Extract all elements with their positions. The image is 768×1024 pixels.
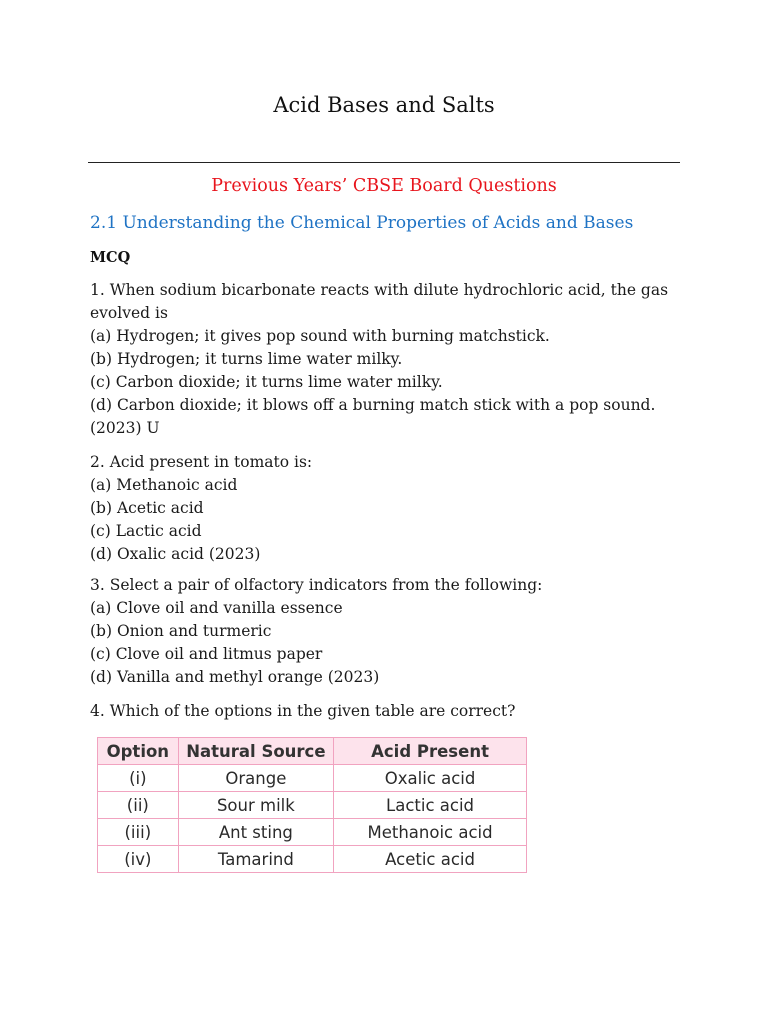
question-year: (2023) U <box>90 419 160 437</box>
table-cell: Ant sting <box>178 819 333 846</box>
option-line: (c) Clove oil and litmus paper <box>90 645 323 663</box>
option-line: (a) Hydrogen; it gives pop sound with burning matchstick. <box>90 327 550 345</box>
question-line: 3. Select a pair of olfactory indicators from the following: <box>90 576 543 594</box>
question-3 <box>90 574 690 689</box>
option-line: (d) Oxalic acid (2023) <box>90 545 261 563</box>
question-line: 1. When sodium bicarbonate reacts with dilute hydrochloric acid, the gas <box>90 281 669 299</box>
table-row <box>98 792 527 819</box>
question-line: 4. Which of the options in the given table are correct? <box>90 702 516 720</box>
table-cell: (iv) <box>98 846 179 873</box>
table-cell: (i) <box>98 765 179 792</box>
table-cell: Tamarind <box>178 846 333 873</box>
option-line: (c) Carbon dioxide; it turns lime water milky. <box>90 373 443 391</box>
option-line: (b) Acetic acid <box>90 499 204 517</box>
option-line: (d) Carbon dioxide; it blows off a burning match stick with a pop sound. <box>90 396 656 414</box>
table-cell: Sour milk <box>178 792 333 819</box>
question-1 <box>90 279 690 440</box>
option-line: (c) Lactic acid <box>90 522 202 540</box>
question-4 <box>90 700 690 723</box>
table-row <box>98 819 527 846</box>
table-row <box>98 765 527 792</box>
table-header-cell: Acid Present <box>334 738 527 765</box>
question-line: evolved is <box>90 304 168 322</box>
subtitle: Previous Years’ CBSE Board Questions <box>211 176 557 196</box>
table-cell: Acetic acid <box>334 846 527 873</box>
option-line: (a) Methanoic acid <box>90 476 238 494</box>
option-line: (d) Vanilla and methyl orange (2023) <box>90 668 380 686</box>
title-divider <box>88 162 680 163</box>
document-title: Acid Bases and Salts <box>273 93 495 117</box>
table-cell: (ii) <box>98 792 179 819</box>
table-cell: Lactic acid <box>334 792 527 819</box>
table-cell: (iii) <box>98 819 179 846</box>
table-header-row <box>98 738 527 765</box>
natural-source-table <box>97 737 527 873</box>
mcq-label: MCQ <box>90 249 131 266</box>
table-cell: Orange <box>178 765 333 792</box>
table-header-cell: Natural Source <box>178 738 333 765</box>
table-header-cell: Option <box>98 738 179 765</box>
question-2 <box>90 451 690 566</box>
option-line: (a) Clove oil and vanilla essence <box>90 599 343 617</box>
table-cell: Oxalic acid <box>334 765 527 792</box>
section-heading: 2.1 Understanding the Chemical Properties of Acids and Bases <box>90 213 634 233</box>
option-line: (b) Onion and turmeric <box>90 622 272 640</box>
table-row <box>98 846 527 873</box>
table-cell: Methanoic acid <box>334 819 527 846</box>
option-line: (b) Hydrogen; it turns lime water milky. <box>90 350 403 368</box>
question-line: 2. Acid present in tomato is: <box>90 453 313 471</box>
